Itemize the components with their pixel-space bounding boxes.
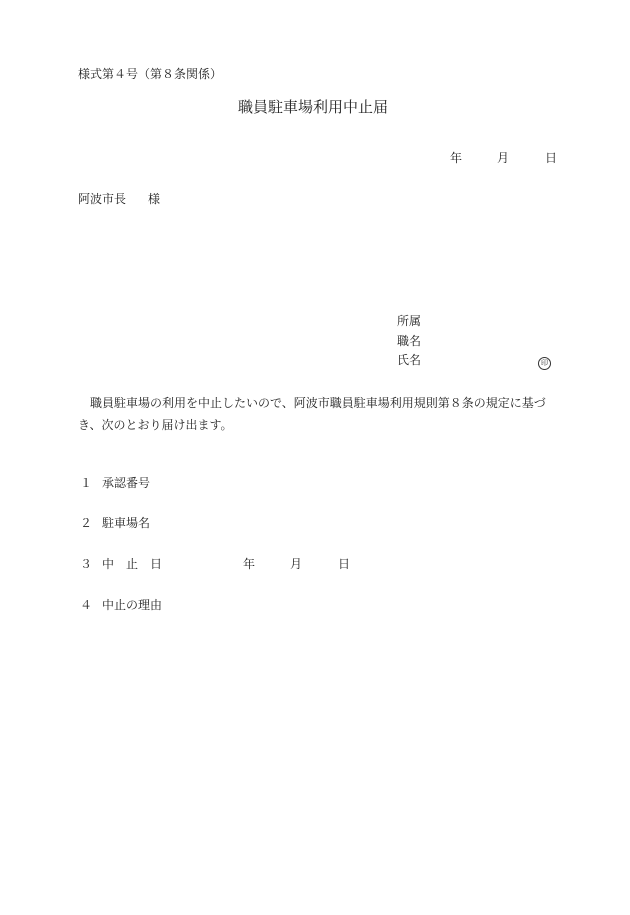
- item-2-label: 駐車場名: [102, 516, 151, 530]
- item-3-year-label: 年: [243, 557, 256, 571]
- form-number: 様式第４号（第８条関係）: [78, 67, 223, 81]
- date-month-label: 月: [497, 151, 510, 165]
- item-1-label: 承認番号: [102, 476, 151, 490]
- page-title: 職員駐車場利用中止届: [238, 98, 389, 116]
- seal-mark-wrapper: [538, 353, 551, 370]
- body-paragraph: 職員駐車場の利用を中止したいので、阿波市職員駐車場利用規則第８条の規定に基づき、次のとおり届け出ます。: [78, 396, 546, 432]
- item-3-day-label: 日: [338, 557, 351, 571]
- date-day-label: 日: [545, 151, 558, 165]
- position-label: 職名: [397, 334, 422, 348]
- date-year-label: 年: [450, 151, 463, 165]
- item-2-number: ２: [80, 516, 93, 530]
- name-label: 氏名: [397, 353, 422, 367]
- item-3-label: 中 止 日: [102, 557, 163, 571]
- item-4-label: 中止の理由: [102, 598, 163, 612]
- item-3-month-label: 月: [290, 557, 303, 571]
- addressee-name: 阿波市長: [78, 192, 127, 206]
- seal-mark: 印: [538, 357, 551, 370]
- item-4-number: ４: [80, 598, 93, 612]
- affiliation-label: 所属: [397, 314, 422, 328]
- addressee-honorific: 様: [148, 192, 161, 206]
- item-1-number: １: [80, 476, 93, 490]
- item-3-number: ３: [80, 557, 93, 571]
